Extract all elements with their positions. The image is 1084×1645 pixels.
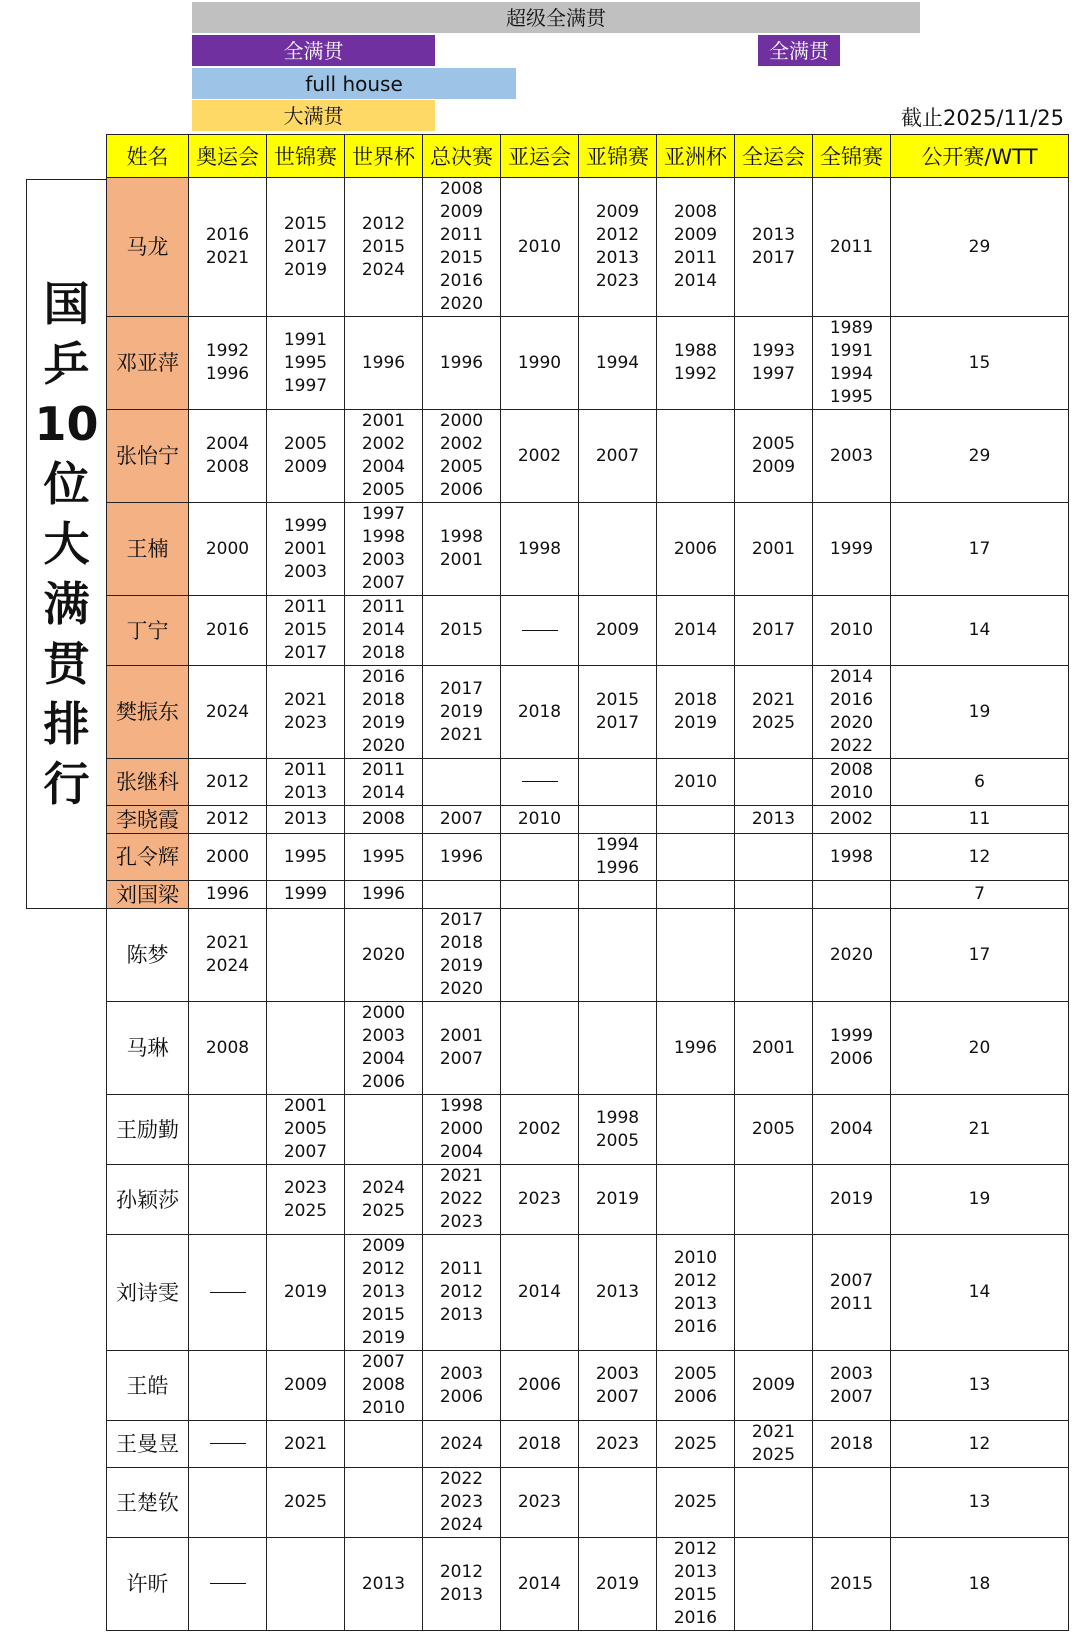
dash-mark [210, 1443, 246, 1444]
year-cell: 2015 2017 [579, 666, 657, 759]
year-cell [657, 1095, 735, 1165]
year-cell: 2018 2019 [657, 666, 735, 759]
year-cell: 2015 2017 2019 [267, 178, 345, 317]
year-cell [267, 909, 345, 1002]
year-cell: 2025 [657, 1421, 735, 1468]
table-row [107, 666, 1069, 759]
header-row [107, 135, 1069, 178]
year-cell [345, 1095, 423, 1165]
table-row [107, 1421, 1069, 1468]
year-cell [189, 1095, 267, 1165]
year-cell: 2014 [501, 1538, 579, 1631]
year-cell: 2024 [189, 666, 267, 759]
column-header: 世锦赛 [267, 135, 345, 178]
year-cell: 1998 2001 [423, 503, 501, 596]
year-cell: 2021 2023 [267, 666, 345, 759]
table-row [107, 1095, 1069, 1165]
year-cell: 2014 [657, 596, 735, 666]
table-row [107, 178, 1069, 317]
year-cell: 2018 [813, 1421, 891, 1468]
year-cell: 2009 [735, 1351, 813, 1421]
dash-mark [210, 1583, 246, 1584]
year-cell: 2019 [813, 1165, 891, 1235]
band-super-grand-slam: 超级全满贯 [192, 2, 920, 33]
player-name: 王楠 [107, 503, 189, 596]
year-cell [735, 1235, 813, 1351]
year-cell: 2003 2006 [423, 1351, 501, 1421]
year-cell: 2013 2017 [735, 178, 813, 317]
year-cell: 1998 [501, 503, 579, 596]
year-cell: 13 [891, 1468, 1069, 1538]
year-cell: 2012 [189, 759, 267, 806]
side-title-char: 贯 [43, 637, 90, 691]
year-cell [501, 909, 579, 1002]
year-cell: 2000 [189, 834, 267, 881]
year-cell: 2012 2013 2015 2016 [657, 1538, 735, 1631]
year-cell: 2011 2014 [345, 759, 423, 806]
year-cell: 1989 1991 1994 1995 [813, 317, 891, 410]
year-cell: 2000 2003 2004 2006 [345, 1002, 423, 1095]
year-cell: 2010 [501, 806, 579, 834]
side-title-char: 排 [43, 697, 90, 751]
year-cell: 2016 2021 [189, 178, 267, 317]
year-cell: 2005 2009 [267, 410, 345, 503]
year-cell: 2016 2018 2019 2020 [345, 666, 423, 759]
player-name: 马龙 [107, 178, 189, 317]
table-row [107, 1468, 1069, 1538]
year-cell: 2013 [579, 1235, 657, 1351]
player-name: 樊振东 [107, 666, 189, 759]
year-cell: 2008 2009 2011 2015 2016 2020 [423, 178, 501, 317]
table-row [107, 410, 1069, 503]
year-cell: 12 [891, 1421, 1069, 1468]
side-title-char: 满 [43, 577, 90, 631]
year-cell [579, 759, 657, 806]
player-name: 张继科 [107, 759, 189, 806]
year-cell: 2017 [735, 596, 813, 666]
year-cell: 2007 [423, 806, 501, 834]
column-header: 公开赛/WTT [891, 135, 1069, 178]
year-cell: 2006 [501, 1351, 579, 1421]
player-name: 王皓 [107, 1351, 189, 1421]
dash-mark [210, 1292, 246, 1293]
year-cell: 2013 [345, 1538, 423, 1631]
table-row [107, 1235, 1069, 1351]
year-cell: 2012 [189, 806, 267, 834]
year-cell: 1993 1997 [735, 317, 813, 410]
year-cell [501, 834, 579, 881]
year-cell: 2002 [501, 410, 579, 503]
year-cell: 2018 [501, 666, 579, 759]
year-cell: 29 [891, 178, 1069, 317]
year-cell: 7 [891, 881, 1069, 909]
side-title [26, 179, 106, 909]
year-cell [579, 806, 657, 834]
year-cell: 2020 [813, 909, 891, 1002]
year-cell [267, 1538, 345, 1631]
year-cell: 2001 2005 2007 [267, 1095, 345, 1165]
year-cell: 2001 [735, 1002, 813, 1095]
column-header: 姓名 [107, 135, 189, 178]
year-cell: 2012 2013 [423, 1538, 501, 1631]
year-cell: 1994 1996 [579, 834, 657, 881]
year-cell: 2010 [813, 596, 891, 666]
column-header: 全运会 [735, 135, 813, 178]
year-cell: 2024 2025 [345, 1165, 423, 1235]
year-cell [735, 1468, 813, 1538]
year-cell: 6 [891, 759, 1069, 806]
year-cell: 1996 [423, 834, 501, 881]
year-cell: 2019 [267, 1235, 345, 1351]
year-cell [501, 881, 579, 909]
band-full-slam-left: 全满贯 [192, 35, 435, 66]
side-title-char: 大 [43, 517, 90, 571]
side-title-char: 行 [43, 757, 90, 811]
year-cell: 1999 2001 2003 [267, 503, 345, 596]
year-cell: 2009 [579, 596, 657, 666]
year-cell: 2011 2012 2013 [423, 1235, 501, 1351]
player-name: 王楚钦 [107, 1468, 189, 1538]
year-cell: 2005 2009 [735, 410, 813, 503]
table-row [107, 1538, 1069, 1631]
year-cell: 2001 [735, 503, 813, 596]
year-cell: 1996 [189, 881, 267, 909]
year-cell: 2005 2006 [657, 1351, 735, 1421]
player-name: 许昕 [107, 1538, 189, 1631]
year-cell: 1996 [423, 317, 501, 410]
year-cell: 2020 [345, 909, 423, 1002]
year-cell [657, 1165, 735, 1235]
year-cell [423, 881, 501, 909]
year-cell: 2005 [735, 1095, 813, 1165]
year-cell: 2025 [657, 1468, 735, 1538]
year-cell: 2009 2012 2013 2023 [579, 178, 657, 317]
year-cell [657, 806, 735, 834]
year-cell: 2011 2013 [267, 759, 345, 806]
player-name: 马琳 [107, 1002, 189, 1095]
year-cell: 2004 2008 [189, 410, 267, 503]
year-cell: 2021 2025 [735, 666, 813, 759]
year-cell: 1995 [345, 834, 423, 881]
year-cell: 1999 [267, 881, 345, 909]
year-cell: 17 [891, 909, 1069, 1002]
year-cell: 1990 [501, 317, 579, 410]
dash-mark [522, 630, 558, 631]
table-row [107, 596, 1069, 666]
year-cell [813, 881, 891, 909]
player-name: 丁宁 [107, 596, 189, 666]
year-cell: 2013 [735, 806, 813, 834]
year-cell: 1999 [813, 503, 891, 596]
table-row [107, 881, 1069, 909]
year-cell: 2021 2024 [189, 909, 267, 1002]
year-cell: 2023 [501, 1468, 579, 1538]
year-cell: 2015 [813, 1538, 891, 1631]
year-cell: 2010 [501, 178, 579, 317]
year-cell: 2023 [501, 1165, 579, 1235]
side-title-char: 10 [34, 397, 99, 451]
year-cell [345, 1468, 423, 1538]
year-cell [501, 1002, 579, 1095]
side-title-char: 位 [43, 457, 90, 511]
year-cell: 2011 [813, 178, 891, 317]
year-cell: 2023 [579, 1421, 657, 1468]
side-title-char: 国 [43, 277, 90, 331]
year-cell [735, 881, 813, 909]
player-name: 王励勤 [107, 1095, 189, 1165]
year-cell: 2007 [579, 410, 657, 503]
year-cell: 2000 2002 2005 2006 [423, 410, 501, 503]
player-name: 李晓霞 [107, 806, 189, 834]
year-cell [735, 759, 813, 806]
year-cell: 2025 [267, 1468, 345, 1538]
year-cell: 19 [891, 1165, 1069, 1235]
band-grand-slam: 大满贯 [192, 100, 435, 131]
year-cell: 1999 2006 [813, 1002, 891, 1095]
year-cell [345, 1421, 423, 1468]
year-cell: 2008 2010 [813, 759, 891, 806]
year-cell [579, 1002, 657, 1095]
year-cell: 2023 2025 [267, 1165, 345, 1235]
year-cell: 1998 2005 [579, 1095, 657, 1165]
year-cell: 2001 2002 2004 2005 [345, 410, 423, 503]
table-row [107, 1165, 1069, 1235]
year-cell: 2012 2015 2024 [345, 178, 423, 317]
year-cell [735, 834, 813, 881]
year-cell: 2019 [579, 1165, 657, 1235]
player-name: 刘诗雯 [107, 1235, 189, 1351]
year-cell: 2021 2022 2023 [423, 1165, 501, 1235]
table-row [107, 834, 1069, 881]
year-cell: 2021 [267, 1421, 345, 1468]
year-cell [189, 1468, 267, 1538]
column-header: 亚锦赛 [579, 135, 657, 178]
year-cell: 1994 [579, 317, 657, 410]
year-cell: 2014 2016 2020 2022 [813, 666, 891, 759]
cutoff-date: 截止2025/11/25 [900, 106, 1064, 130]
year-cell: 1988 1992 [657, 317, 735, 410]
year-cell: 1998 [813, 834, 891, 881]
year-cell [189, 1235, 267, 1351]
year-cell: 2022 2023 2024 [423, 1468, 501, 1538]
table-row [107, 503, 1069, 596]
year-cell: 1991 1995 1997 [267, 317, 345, 410]
year-cell: 2021 2025 [735, 1421, 813, 1468]
year-cell [735, 909, 813, 1002]
year-cell: 1998 2000 2004 [423, 1095, 501, 1165]
year-cell: 2000 [189, 503, 267, 596]
year-cell [735, 1538, 813, 1631]
table-row [107, 317, 1069, 410]
year-cell: 2010 2012 2013 2016 [657, 1235, 735, 1351]
year-cell [501, 759, 579, 806]
year-cell: 17 [891, 503, 1069, 596]
year-cell: 2017 2018 2019 2020 [423, 909, 501, 1002]
year-cell [579, 1468, 657, 1538]
column-header: 总决赛 [423, 135, 501, 178]
year-cell [579, 503, 657, 596]
side-title-char: 乒 [43, 337, 90, 391]
year-cell [657, 909, 735, 1002]
player-name: 邓亚萍 [107, 317, 189, 410]
year-cell: 2003 [813, 410, 891, 503]
player-name: 王曼昱 [107, 1421, 189, 1468]
player-name: 孙颖莎 [107, 1165, 189, 1235]
year-cell: 2006 [657, 503, 735, 596]
year-cell [657, 881, 735, 909]
year-cell: 2017 2019 2021 [423, 666, 501, 759]
year-cell: 2003 2007 [813, 1351, 891, 1421]
year-cell: 2013 [267, 806, 345, 834]
year-cell [189, 1351, 267, 1421]
year-cell: 2007 2008 2010 [345, 1351, 423, 1421]
table-row [107, 1351, 1069, 1421]
year-cell: 2024 [423, 1421, 501, 1468]
year-cell: 2004 [813, 1095, 891, 1165]
table-row [107, 909, 1069, 1002]
year-cell: 12 [891, 834, 1069, 881]
year-cell: 1992 1996 [189, 317, 267, 410]
year-cell: 2009 2012 2013 2015 2019 [345, 1235, 423, 1351]
year-cell: 2011 2014 2018 [345, 596, 423, 666]
year-cell: 29 [891, 410, 1069, 503]
year-cell [579, 881, 657, 909]
year-cell [657, 410, 735, 503]
year-cell: 21 [891, 1095, 1069, 1165]
column-header: 奥运会 [189, 135, 267, 178]
year-cell [813, 1468, 891, 1538]
player-name: 陈梦 [107, 909, 189, 1002]
year-cell: 14 [891, 596, 1069, 666]
year-cell: 2009 [267, 1351, 345, 1421]
year-cell [423, 759, 501, 806]
year-cell: 1995 [267, 834, 345, 881]
year-cell: 14 [891, 1235, 1069, 1351]
year-cell: 1996 [345, 881, 423, 909]
player-name: 刘国梁 [107, 881, 189, 909]
player-name: 张怡宁 [107, 410, 189, 503]
year-cell: 1996 [657, 1002, 735, 1095]
year-cell: 2008 [345, 806, 423, 834]
year-cell: 19 [891, 666, 1069, 759]
column-header: 全锦赛 [813, 135, 891, 178]
year-cell: 11 [891, 806, 1069, 834]
year-cell: 2008 [189, 1002, 267, 1095]
year-cell: 1996 [345, 317, 423, 410]
year-cell: 2014 [501, 1235, 579, 1351]
year-cell: 18 [891, 1538, 1069, 1631]
year-cell: 2019 [579, 1538, 657, 1631]
table-row [107, 759, 1069, 806]
year-cell: 13 [891, 1351, 1069, 1421]
year-cell: 2003 2007 [579, 1351, 657, 1421]
table-row [107, 806, 1069, 834]
year-cell [657, 834, 735, 881]
band-full-slam-right: 全满贯 [758, 35, 840, 66]
column-header: 亚洲杯 [657, 135, 735, 178]
year-cell: 2015 [423, 596, 501, 666]
player-name: 孔令辉 [107, 834, 189, 881]
year-cell: 20 [891, 1002, 1069, 1095]
year-cell: 1997 1998 2003 2007 [345, 503, 423, 596]
year-cell [189, 1165, 267, 1235]
year-cell [189, 1538, 267, 1631]
grand-slam-table [106, 134, 1069, 1631]
column-header: 亚运会 [501, 135, 579, 178]
year-cell [267, 1002, 345, 1095]
column-header: 世界杯 [345, 135, 423, 178]
year-cell: 2016 [189, 596, 267, 666]
year-cell [579, 909, 657, 1002]
year-cell: 2002 [813, 806, 891, 834]
year-cell [501, 596, 579, 666]
dash-mark [522, 781, 558, 782]
table-row [107, 1002, 1069, 1095]
year-cell: 2001 2007 [423, 1002, 501, 1095]
band-full-house: full house [192, 68, 516, 99]
year-cell: 2011 2015 2017 [267, 596, 345, 666]
year-cell [189, 1421, 267, 1468]
year-cell: 2007 2011 [813, 1235, 891, 1351]
year-cell: 2018 [501, 1421, 579, 1468]
year-cell [735, 1165, 813, 1235]
year-cell: 2002 [501, 1095, 579, 1165]
year-cell: 2008 2009 2011 2014 [657, 178, 735, 317]
year-cell: 2010 [657, 759, 735, 806]
year-cell: 15 [891, 317, 1069, 410]
